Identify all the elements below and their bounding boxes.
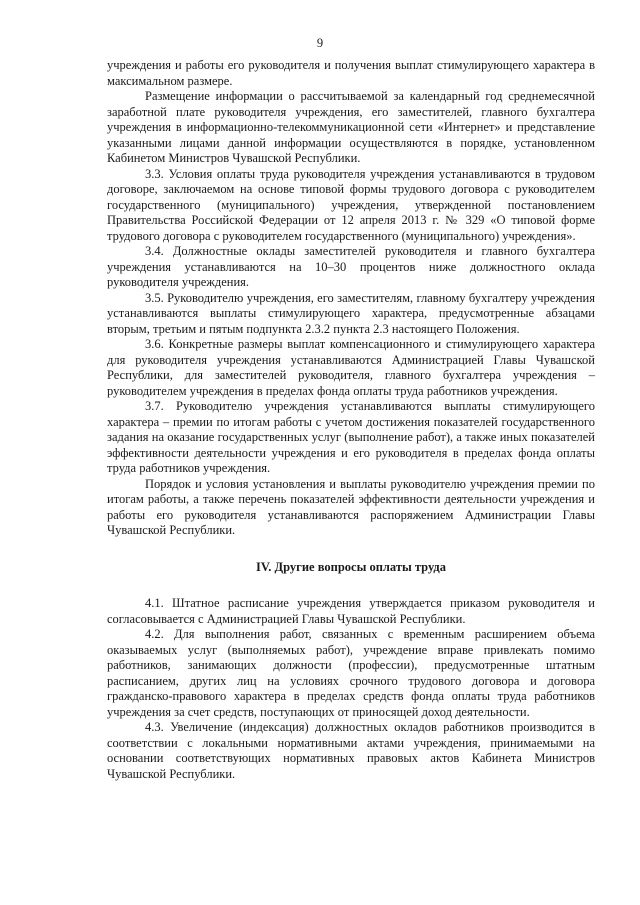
paragraph-3-4: 3.4. Должностные оклады заместителей руководителя и главного бухгалтера учреждения устанавливаются на 10–30 процентов ниже должностного оклада руководителя учреждения. <box>107 244 595 289</box>
paragraph-3-6: 3.6. Конкретные размеры выплат компенсационного и стимулирующего характера для руководителя учреждения устанавливаются Администрацией Главы Чувашской Республики, для заместителей руководителя, главного бухгалтера учреждения – руководителем учреждения в пределах фонда оплаты труда работников учреждения. <box>107 337 595 398</box>
section-heading: IV. Другие вопросы оплаты труда <box>255 559 446 574</box>
paragraph-bonus-procedure: Порядок и условия установления и выплаты руководителю учреждения премии по итогам работы, а также перечень показателей эффективности деятельности учреждения и работы его руководителя устанавливаются распоряжением Администрации Главы Чувашской Республики. <box>107 476 595 537</box>
paragraph-3-5: 3.5. Руководителю учреждения, его заместителям, главному бухгалтеру учреждения устанавливаются выплаты стимулирующего характера, предусмотренные абзацами вторым, третьим и пятым подпункта 2.3.2 пункта 2.3 настоящего Положения. <box>107 290 595 336</box>
paragraph-salary-disclosure: Размещение информации о рассчитываемой за календарный год среднемесячной заработной плате руководителя учреждения, его заместителей, главного бухгалтера учреждения в информационно-телекоммуникационной сети «Интернет» и представление указанными лицами данной информации осуществляются в порядке, установленном Кабинетом Министров Чувашской Республики. <box>107 89 595 165</box>
page-body <box>107 58 595 782</box>
paragraph-continuation: учреждения и работы его руководителя и получения выплат стимулирующего характера в максимальном размере. <box>107 58 595 88</box>
paragraph-4-1: 4.1. Штатное расписание учреждения утверждается приказом руководителя и согласовывается с Администрацией Главы Чувашской Республики. <box>107 596 595 626</box>
page-number: 9 <box>316 36 324 50</box>
paragraph-3-7: 3.7. Руководителю учреждения устанавливаются выплаты стимулирующего характера – премии по итогам работы с учетом достижения показателей государственного задания на оказание государственных услуг (выполнение работ), а также иных показателей эффективности деятельности учреждения и его руководителя в пределах фонда оплаты труда работников учреждения. <box>107 399 595 475</box>
paragraph-4-3: 4.3. Увеличение (индексация) должностных окладов работников производится в соответствии с локальными нормативными актами учреждения, принимаемыми на основании соответствующих нормативных правовых актов Кабинета Министров Чувашской Республики. <box>107 720 595 781</box>
paragraph-4-2: 4.2. Для выполнения работ, связанных с временным расширением объема оказываемых услуг (выполняемых работ), учреждение вправе привлекать помимо работников, занимающих должности (профессии), предусмотренные штатным расписанием, других лиц на условиях срочного трудового договора и договора гражданско-правового характера в пределах средств фонда оплаты труда работников учреждения за счет средств, поступающих от приносящей доход деятельности. <box>107 627 595 719</box>
paragraph-3-3: 3.3. Условия оплаты труда руководителя учреждения устанавливаются в трудовом договоре, заключаемом на основе типовой формы трудового договора с руководителем государственного (муниципального) учреждения, утвержденной постановлением Правительства Российской Федерации от 12 апреля 2013 г. № 329 «О типовой форме трудового договора с руководителем государственного (муниципального) учреждения». <box>107 166 595 243</box>
